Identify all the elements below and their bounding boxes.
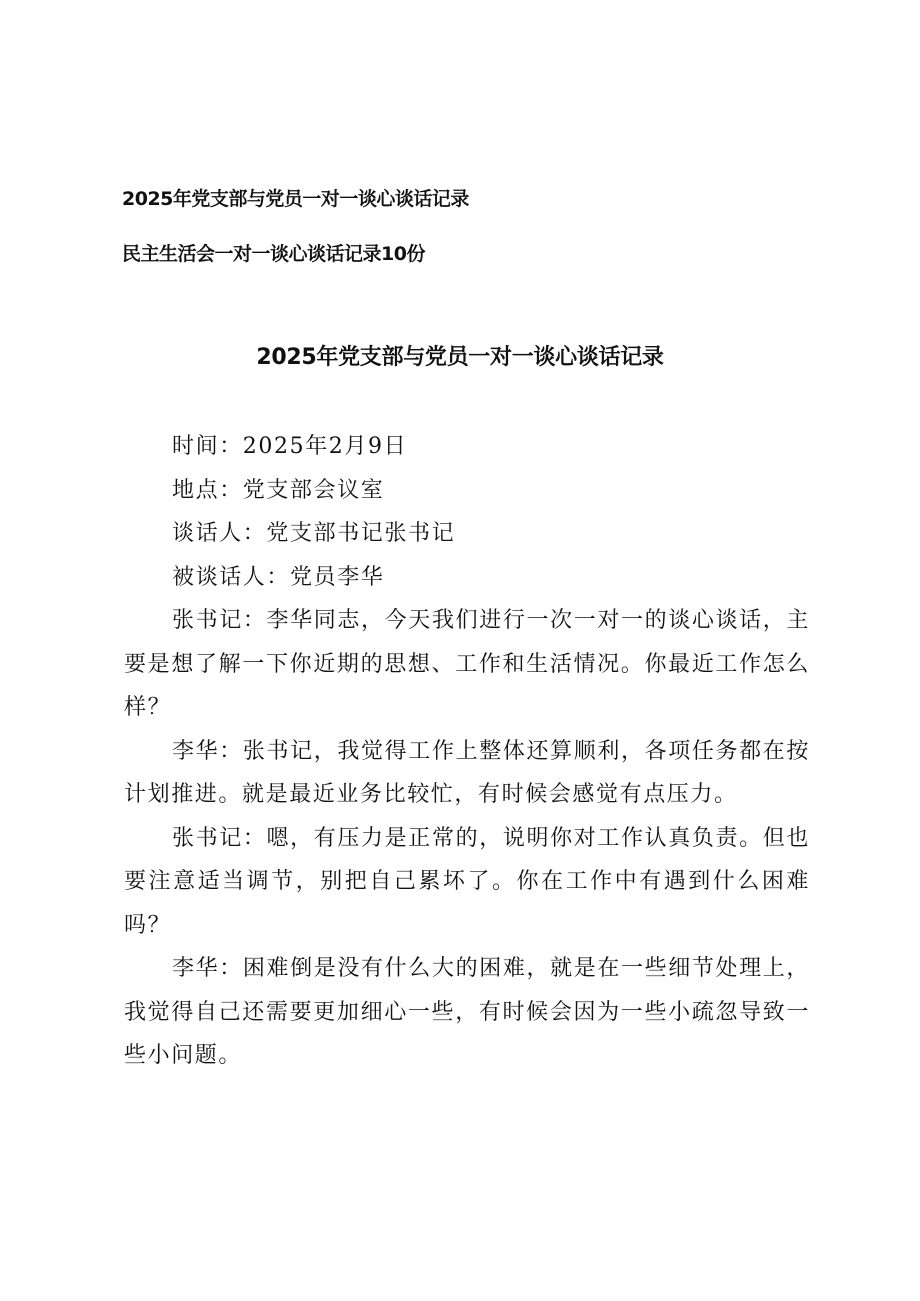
meta-speaker: 谈话人：党支部书记张书记 — [172, 521, 456, 546]
meta-place: 地点：党支部会议室 — [172, 477, 385, 503]
dialogue-paragraph-2: 李华：张书记，我觉得工作上整体还算顺利，各项任务都在按计划推进。就是最近业务比较忙，有时候会感觉有点压力。 — [124, 738, 810, 807]
dialogue-paragraph-4: 李华：困难倒是没有什么大的困难，就是在一些细节处理上，我觉得自己还需要更加细心一些，有时候会因为一些小疏忽导致一些小问题。 — [124, 956, 810, 1068]
document-title: 2025年党支部与党员一对一谈心谈话记录 — [256, 345, 664, 370]
meta-interviewee: 被谈话人：党员李华 — [172, 564, 385, 590]
dialogue-paragraph-1: 张书记：李华同志，今天我们进行一次一对一的谈心谈话，主要是想了解一下你近期的思想、工作和生活情况。你最近工作怎么样？ — [124, 608, 810, 720]
toc-item-1: 2025年党支部与党员一对一谈心谈话记录 — [122, 188, 469, 210]
dialogue-paragraph-3: 张书记：嗯，有压力是正常的，说明你对工作认真负责。但也要注意适当调节，别把自己累坏了。你在工作中有遇到什么困难吗？ — [124, 825, 810, 938]
meta-time: 时间：2025年2月9日 — [172, 434, 408, 459]
document-body — [124, 425, 810, 1078]
toc-item-2: 民主生活会一对一谈心谈话记录10份 — [122, 243, 425, 265]
